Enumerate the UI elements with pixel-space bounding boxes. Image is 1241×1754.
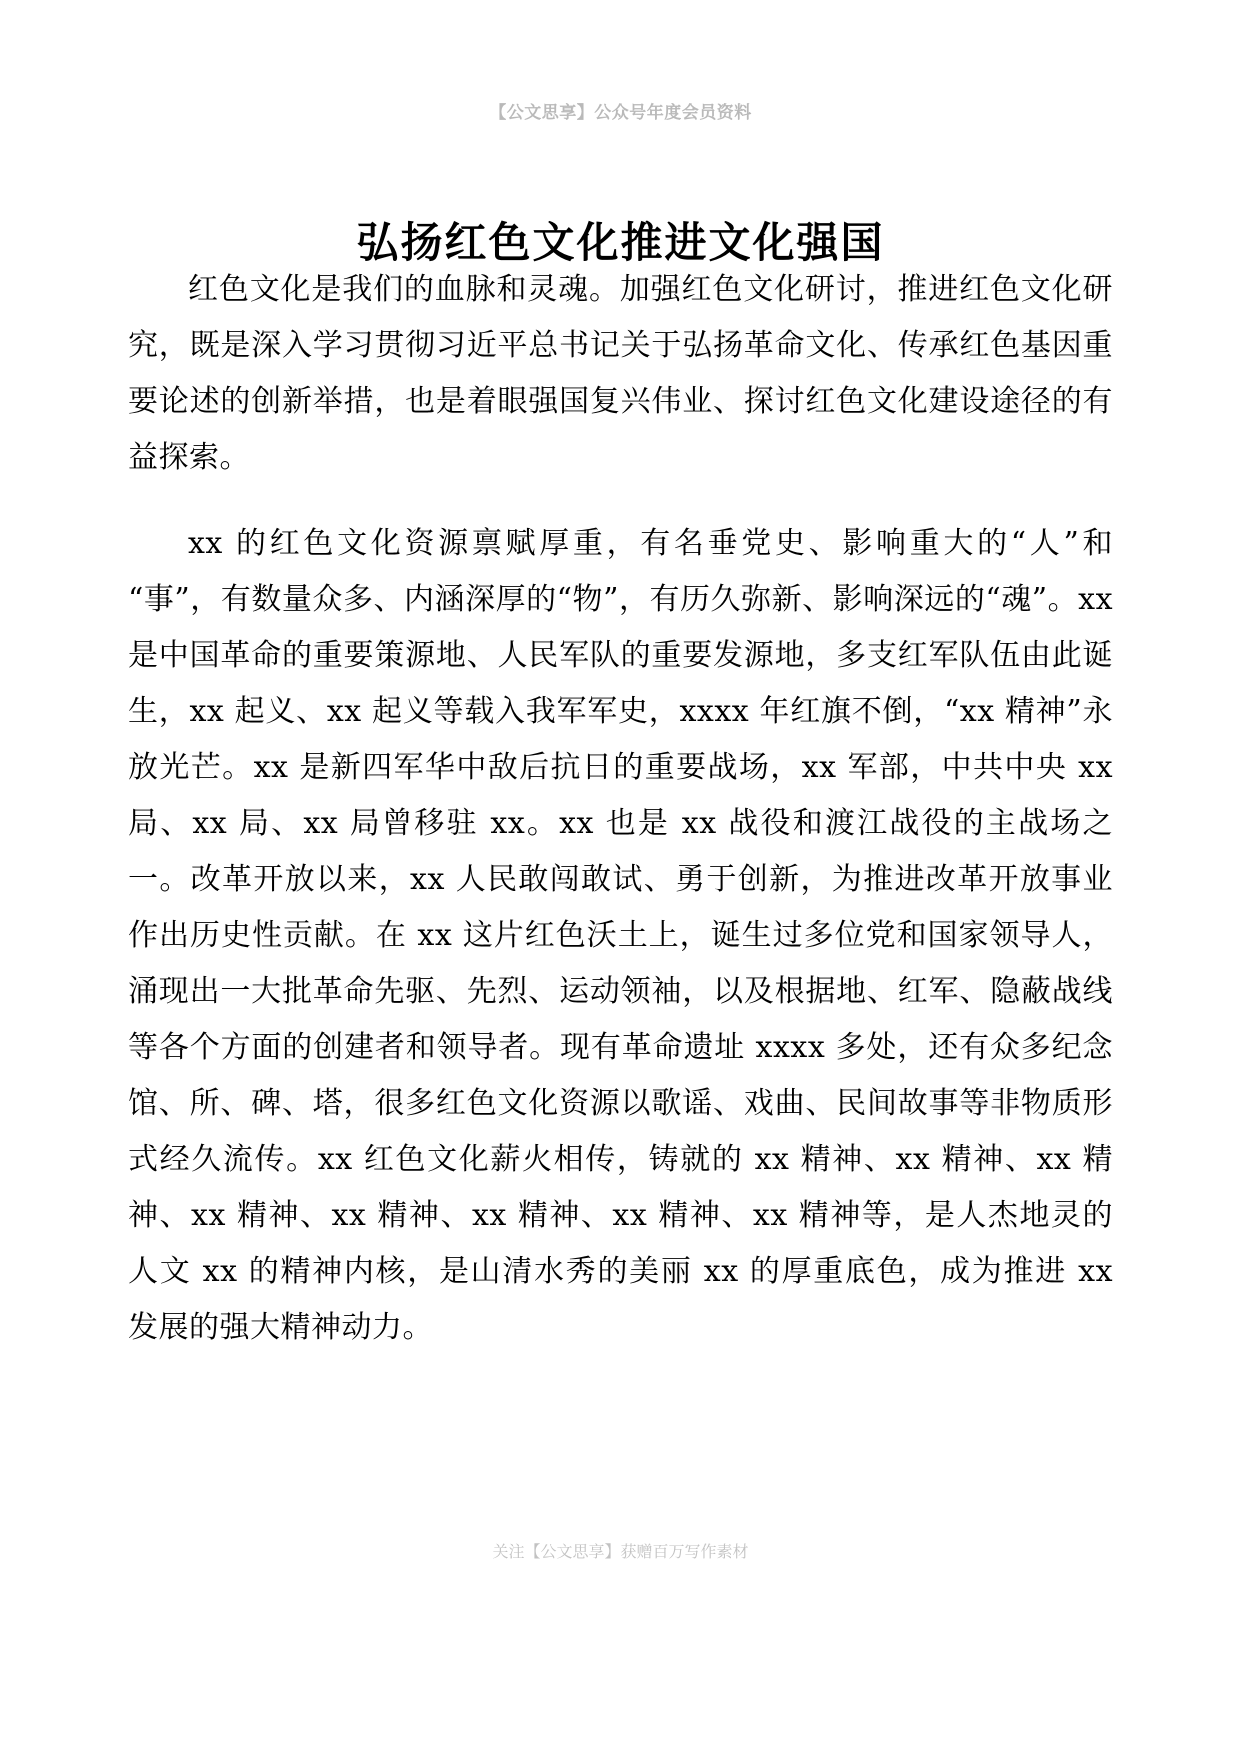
page-footer-watermark: 关注【公文思享】获赠百万写作素材 xyxy=(492,1542,749,1561)
page-header-watermark: 【公文思享】公众号年度会员资料 xyxy=(489,103,752,123)
body-paragraph-1: 红色文化是我们的血脉和灵魂。加强红色文化研讨，推进红色文化研究，既是深入学习贯彻习近平总书记关于弘扬革命文化、传承红色基因重要论述的创新举措，也是着眼强国复兴伟业、探讨红色文化建设途径的有益探索。 xyxy=(128,272,1113,475)
page-title: 弘扬红色文化推进文化强国 xyxy=(356,218,885,268)
body-paragraph-2: xx 的红色文化资源禀赋厚重，有名垂党史、影响重大的“人”和“事”，有数量众多、内涵深厚的“物”，有历久弥新、影响深远的“魂”。xx 是中国革命的重要策源地、人民军队的重要发源地，多支红军队伍由此诞生，xx 起义、xx 起义等载入我军军史，xxxx 年红旗不倒，“xx 精神”永放光芒。xx 是新四军华中敌后抗日的重要战场，xx 军部，中共中央 xx 局、xx 局、xx 局曾移驻 xx。xx 也是 xx 战役和渡江战役的主战场之一。改革开放以来，xx 人民敢闯敢试、勇于创新，为推进改革开放事业作出历史性贡献。在 xx 这片红色沃土上，诞生过多位党和国家领导人，涌现出一大批革命先驱、先烈、运动领袖，以及根据地、红军、隐蔽战线等各个方面的创建者和领导者。现有革命遗址 xxxx 多处，还有众多纪念馆、所、碑、塔，很多红色文化资源以歌谣、戏曲、民间故事等非物质形式经久流传。xx 红色文化薪火相传，铸就的 xx 精神、xx 精神、xx 精神、xx 精神、xx 精神、xx 精神、xx 精神、xx 精神等，是人杰地灵的人文 xx 的精神内核，是山清水秀的美丽 xx 的厚重底色，成为推进 xx 发展的强大精神动力。 xyxy=(128,526,1113,1345)
document-body xyxy=(128,262,1113,1370)
